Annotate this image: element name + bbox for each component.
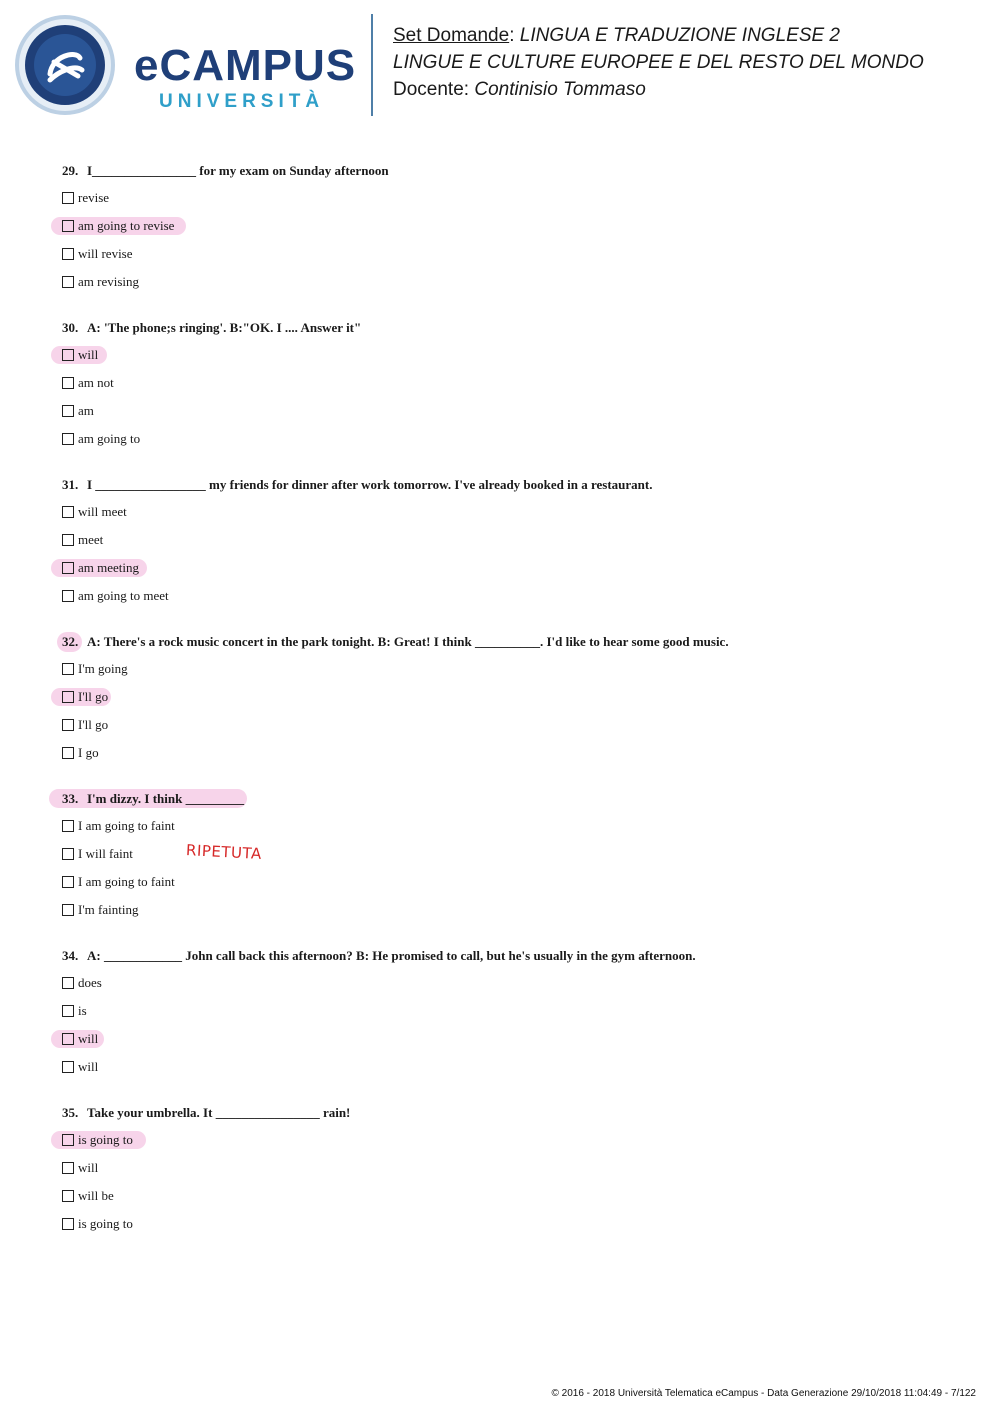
answer-option[interactable] xyxy=(62,655,962,683)
header-info xyxy=(393,22,924,103)
course-name: LINGUE E CULTURE EUROPEE E DEL RESTO DEL MONDO xyxy=(393,52,924,73)
answer-label: am xyxy=(78,403,94,418)
answer-option[interactable] xyxy=(62,369,962,397)
answer-option-highlighted[interactable] xyxy=(62,1126,962,1154)
answer-checkbox[interactable] xyxy=(62,691,74,703)
answer-option[interactable] xyxy=(62,1182,962,1210)
answer-checkbox[interactable] xyxy=(62,719,74,731)
answer-label: I'm fainting xyxy=(78,902,139,917)
answer-option-highlighted[interactable] xyxy=(62,212,962,240)
answer-label: am revising xyxy=(78,274,140,289)
answer-label: am going to meet xyxy=(78,588,169,603)
answer-option[interactable] xyxy=(62,1210,962,1238)
answer-label: I will faint xyxy=(78,846,133,861)
handwritten-annotation: RIPETUTA xyxy=(185,841,263,863)
answer-checkbox[interactable] xyxy=(62,276,74,288)
answer-checkbox[interactable] xyxy=(62,1162,74,1174)
answer-label: I'm going xyxy=(78,661,128,676)
question-number: 31. xyxy=(62,477,79,492)
answer-option[interactable] xyxy=(62,184,962,212)
answer-label: am not xyxy=(78,375,114,390)
answer-checkbox[interactable] xyxy=(62,820,74,832)
answer-option[interactable] xyxy=(62,582,962,610)
question-title xyxy=(62,472,962,498)
question-title xyxy=(62,315,962,341)
question-text: I _________________ my friends for dinner after work tomorrow. I've already booked in a restaurant. xyxy=(87,477,653,492)
question-number: 34. xyxy=(62,948,79,963)
answer-checkbox[interactable] xyxy=(62,192,74,204)
answer-option[interactable] xyxy=(62,896,962,924)
answer-label: is xyxy=(78,1003,87,1018)
answer-checkbox[interactable] xyxy=(62,747,74,759)
answer-label: I am going to faint xyxy=(78,874,175,889)
answer-label: will xyxy=(78,1160,99,1175)
answer-option[interactable] xyxy=(62,711,962,739)
question-30 xyxy=(62,315,962,453)
teacher-name: Continisio Tommaso xyxy=(474,79,646,100)
teacher-label: Docente xyxy=(393,79,464,100)
question-31 xyxy=(62,472,962,610)
answer-label: will xyxy=(78,347,99,362)
answer-option[interactable] xyxy=(62,268,962,296)
set-line: Set Domande: LINGUA E TRADUZIONE INGLESE 2 xyxy=(393,25,841,46)
brand-name: eCAMPUS xyxy=(134,41,357,90)
answer-checkbox[interactable] xyxy=(62,562,74,574)
answer-label: will be xyxy=(78,1188,114,1203)
question-title xyxy=(62,158,962,184)
answer-label: I go xyxy=(78,745,99,760)
ecampus-logo xyxy=(14,14,359,116)
answer-label: am going to revise xyxy=(78,218,175,233)
answer-option[interactable] xyxy=(62,739,962,767)
question-text: Take your umbrella. It ________________ rain! xyxy=(87,1105,351,1120)
set-title: LINGUA E TRADUZIONE INGLESE 2 xyxy=(519,25,841,46)
set-label: Set Domande xyxy=(393,25,510,46)
answer-checkbox[interactable] xyxy=(62,1005,74,1017)
question-text: A: There's a rock music concert in the park tonight. B: Great! I think __________. I'd like to hear some good music. xyxy=(87,634,729,649)
answer-option[interactable] xyxy=(62,397,962,425)
answer-label: am going to xyxy=(78,431,141,446)
answer-label: will xyxy=(78,1059,99,1074)
answer-option-highlighted[interactable] xyxy=(62,341,962,369)
answer-checkbox[interactable] xyxy=(62,506,74,518)
answer-option-highlighted[interactable] xyxy=(62,554,962,582)
answer-checkbox[interactable] xyxy=(62,1134,74,1146)
question-title xyxy=(62,943,962,969)
answer-checkbox[interactable] xyxy=(62,433,74,445)
answer-option[interactable] xyxy=(62,526,962,554)
page-footer: © 2016 - 2018 Università Telematica eCampus - Data Generazione 29/10/2018 11:04:49 - 7/122 xyxy=(551,1388,976,1399)
answer-label: am meeting xyxy=(78,560,140,575)
question-text: A: 'The phone;s ringing'. B:"OK. I .... Answer it" xyxy=(87,320,362,335)
answer-label: I'll go xyxy=(78,717,109,732)
question-title xyxy=(62,629,962,655)
question-35 xyxy=(62,1100,962,1238)
answer-label: is going to xyxy=(78,1216,133,1231)
answer-option[interactable] xyxy=(62,498,962,526)
answer-label: is going to xyxy=(78,1132,133,1147)
answer-checkbox[interactable] xyxy=(62,248,74,260)
question-number: 35. xyxy=(62,1105,79,1120)
question-title xyxy=(62,1100,962,1126)
answer-checkbox[interactable] xyxy=(62,534,74,546)
answer-checkbox[interactable] xyxy=(62,848,74,860)
answer-label: will xyxy=(78,1031,99,1046)
answer-checkbox[interactable] xyxy=(62,220,74,232)
answer-checkbox[interactable] xyxy=(62,405,74,417)
answer-label: I'll go xyxy=(78,689,109,704)
question-text: I'm dizzy. I think _________ xyxy=(87,791,245,806)
answer-option[interactable] xyxy=(62,997,962,1025)
question-number: 30. xyxy=(62,320,79,335)
answer-option[interactable] xyxy=(62,240,962,268)
question-33 xyxy=(62,786,962,924)
answer-checkbox[interactable] xyxy=(62,1061,74,1073)
question-number: 33. xyxy=(62,791,79,806)
answer-checkbox[interactable] xyxy=(62,663,74,675)
question-text: I________________ for my exam on Sunday afternoon xyxy=(87,163,389,178)
question-29 xyxy=(62,158,962,296)
answer-checkbox[interactable] xyxy=(62,349,74,361)
answer-option[interactable] xyxy=(62,425,962,453)
answer-checkbox[interactable] xyxy=(62,1033,74,1045)
answer-label: meet xyxy=(78,532,104,547)
answer-label: I am going to faint xyxy=(78,818,175,833)
answer-option[interactable] xyxy=(62,1154,962,1182)
question-34 xyxy=(62,943,962,1081)
brand-subtitle: UNIVERSITÀ xyxy=(159,91,325,112)
answer-option[interactable] xyxy=(62,812,962,840)
answer-checkbox[interactable] xyxy=(62,590,74,602)
answer-option-highlighted[interactable] xyxy=(62,683,962,711)
answer-checkbox[interactable] xyxy=(62,377,74,389)
answer-label: does xyxy=(78,975,102,990)
header-divider xyxy=(371,14,373,116)
answer-label: will meet xyxy=(78,504,127,519)
answer-option[interactable] xyxy=(62,868,962,896)
university-seal-icon xyxy=(14,14,116,116)
answer-option[interactable] xyxy=(62,969,962,997)
question-32 xyxy=(62,629,962,767)
question-title xyxy=(62,786,962,812)
question-list xyxy=(62,158,962,1257)
answer-label: will revise xyxy=(78,246,133,261)
question-text: A: ____________ John call back this afternoon? B: He promised to call, but he's usually in the gym afternoon. xyxy=(87,948,696,963)
answer-option[interactable] xyxy=(62,1053,962,1081)
question-number: 32. xyxy=(62,634,79,649)
answer-checkbox[interactable] xyxy=(62,1218,74,1230)
question-number: 29. xyxy=(62,163,79,178)
answer-option[interactable] xyxy=(62,840,962,868)
answer-label: revise xyxy=(78,190,110,205)
teacher-line: Docente: Continisio Tommaso xyxy=(393,79,646,100)
answer-checkbox[interactable] xyxy=(62,904,74,916)
answer-checkbox[interactable] xyxy=(62,977,74,989)
answer-checkbox[interactable] xyxy=(62,1190,74,1202)
answer-checkbox[interactable] xyxy=(62,876,74,888)
answer-option-highlighted[interactable] xyxy=(62,1025,962,1053)
